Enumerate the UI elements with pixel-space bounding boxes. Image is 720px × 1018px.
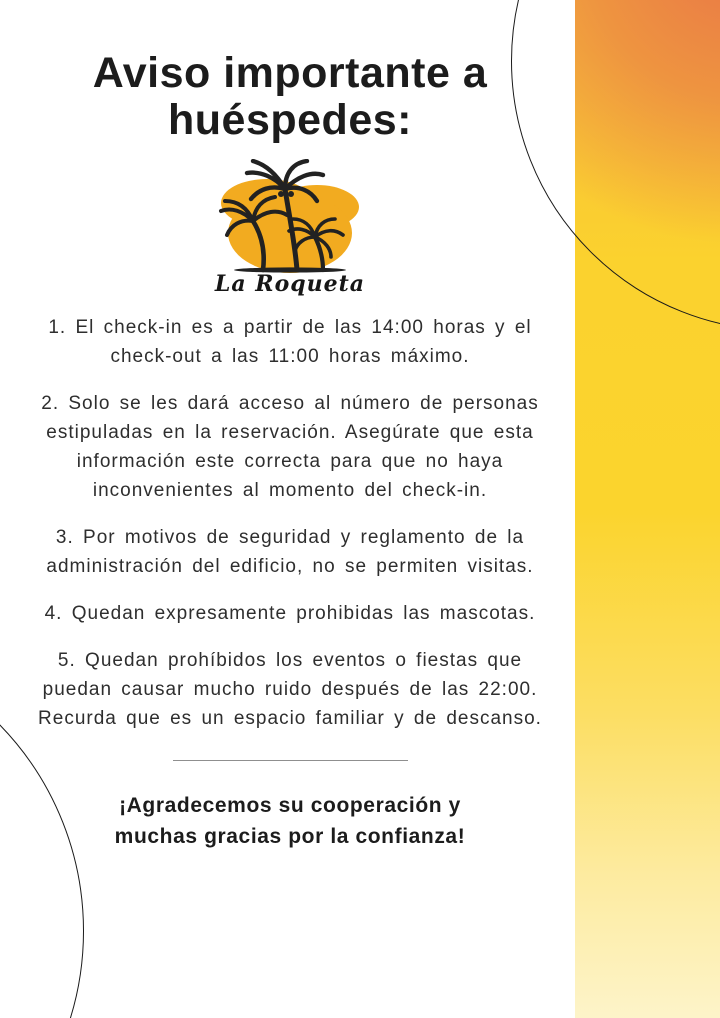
notice-item-pets: 4. Quedan expresamente prohibidas las mascotas. [44,603,536,625]
notice-item-noise: 5. Quedan prohíbidos los eventos o fiestas que puedan causar mucho ruido después de las 22:00. Recurda que es un espacio familiar y de descanso. [38,650,542,730]
thanks-message: ¡Agradecemos su cooperación y muchas gracias por la confianza! [114,794,466,848]
divider-line [173,760,408,761]
notice-content [28,0,552,852]
palm-trees-sun-icon [205,159,375,273]
notice-list [28,313,552,734]
notice-item-visitors: 3. Por motivos de seguridad y reglamento de la administración del edificio, no se permiten visitas. [46,526,534,578]
notice-item-checkin: 1. El check-in es a partir de las 14:00 horas y el check-out a las 11:00 horas máximo. [48,316,532,367]
notice-item-occupancy: 2. Solo se les dará acceso al número de personas estipuladas en la reservación. Asegúrate que esta información este correcta para que no haya inconvenientes al momento del check-in. [41,392,539,501]
brand-logo [28,159,552,297]
brand-name: La Roqueta [214,270,366,297]
page-title: Aviso importante a huéspedes: [92,49,488,145]
